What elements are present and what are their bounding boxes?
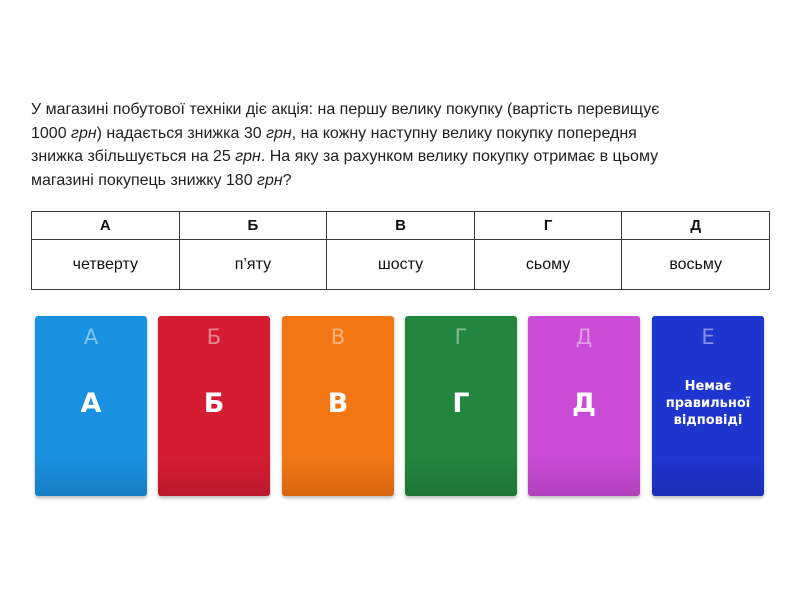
options-header-row — [32, 212, 770, 240]
answer-letter: Г — [454, 325, 468, 349]
option-value: четверту — [32, 240, 180, 290]
answer-letter: В — [330, 325, 346, 349]
answer-label — [652, 378, 764, 429]
answer-letter: Б — [206, 325, 222, 349]
option-header: В — [327, 212, 475, 240]
option-value: сьому — [474, 240, 622, 290]
answer-label: Г — [452, 388, 470, 419]
answer-label: Д — [571, 388, 597, 419]
question-line: магазині покупець знижку 180 грн? — [31, 171, 292, 189]
answer-card-v[interactable] — [282, 316, 394, 496]
answer-letter: А — [83, 325, 99, 349]
answer-label-line: правильної — [665, 396, 751, 411]
question-line: 1000 грн) надається знижка 30 грн, на кожну наступну велику покупку попередня — [31, 124, 637, 142]
option-value: п’яту — [179, 240, 327, 290]
options-table — [31, 211, 770, 290]
answer-cards — [0, 316, 800, 498]
options-value-row — [32, 240, 770, 290]
option-header: Б — [179, 212, 327, 240]
answer-label-line: Немає — [684, 379, 732, 394]
question-text — [31, 98, 776, 192]
answer-card-b[interactable] — [158, 316, 270, 496]
option-value: восьму — [622, 240, 770, 290]
answer-letter: Е — [701, 325, 715, 349]
option-header: Г — [474, 212, 622, 240]
question-line: знижка збільшується на 25 грн. На яку за рахунком велику покупку отримає в цьому — [31, 148, 659, 165]
option-header: Д — [622, 212, 770, 240]
answer-label: В — [327, 388, 349, 419]
answer-card-d[interactable] — [528, 316, 640, 496]
answer-label-line: відповіді — [673, 413, 743, 428]
option-header: А — [32, 212, 180, 240]
answer-card-a[interactable] — [35, 316, 147, 496]
option-value: шосту — [327, 240, 475, 290]
answer-label: А — [80, 388, 102, 419]
answer-card-e[interactable] — [652, 316, 764, 496]
answer-label: Б — [203, 388, 225, 419]
question-line: У магазині побутової техніки діє акція: на першу велику покупку (вартість перевищує — [31, 101, 660, 118]
answer-letter: Д — [575, 325, 593, 349]
answer-card-g[interactable] — [405, 316, 517, 496]
